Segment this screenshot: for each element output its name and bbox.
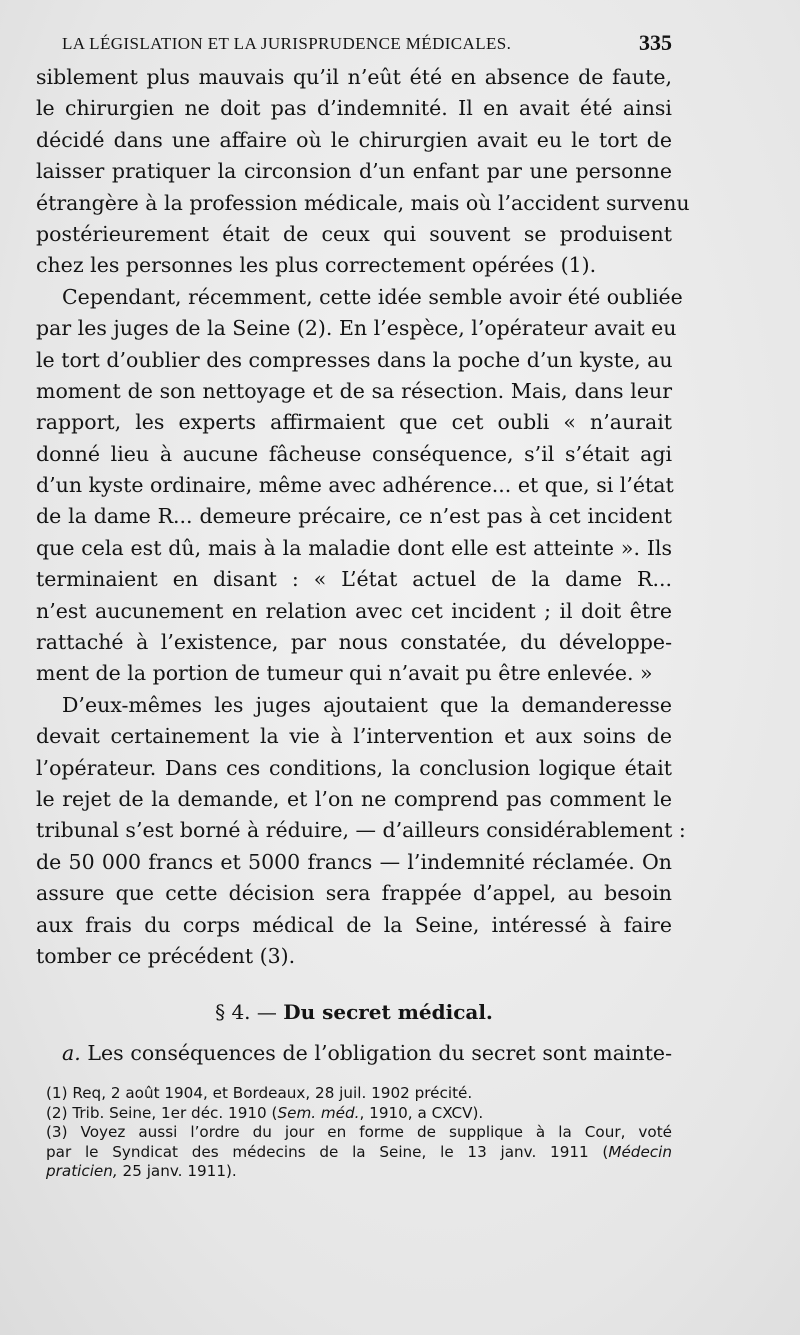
text-line: Cependant, récemment, cette idée semble avoir été oubliée (62, 284, 683, 309)
footnote-3-line-1: (3) Voyez aussi l’ordre du jour en forme de supplique à la Cour, voté (46, 1123, 672, 1142)
footnote-2 (46, 1104, 672, 1124)
text-line: D’eux-mêmes les juges ajoutaient que la demanderesse (62, 692, 672, 717)
text-line: tribunal s’est borné à réduire, — d’ailleurs considérablement : (36, 818, 686, 843)
text-line: d’un kyste ordinaire, même avec adhérence... et que, si l’état (36, 473, 674, 498)
text-line (36, 1038, 672, 1069)
text-line: terminaient en disant : « L’état actuel de la dame R... (36, 567, 672, 592)
text-line: donné lieu à aucune fâcheuse conséquence, s’il s’était agi (36, 441, 672, 466)
text-line: aux frais du corps médical de la Seine, intéressé à faire (36, 912, 672, 937)
item-label: a. (62, 1041, 81, 1065)
text-line: l’opérateur. Dans ces conditions, la conclusion logique était (36, 755, 672, 780)
footnote-3-line-2 (46, 1143, 672, 1163)
footnote-3-line-3 (46, 1162, 672, 1182)
footnote-3-journal: Médecin (608, 1142, 672, 1161)
footnote-2-ref: , 1910, a CXCV). (359, 1103, 484, 1122)
footnote-3-date: 25 janv. 1911). (117, 1162, 237, 1181)
text-line: rapport, les experts affirmaient que cet oubli « n’aurait (36, 410, 672, 435)
text-line: décidé dans une affaire où le chirurgien avait eu le tort de (36, 127, 672, 152)
text-line: tomber ce précédent (3). (36, 943, 296, 968)
footnotes (46, 1084, 672, 1182)
footnote-2-text: (2) Trib. Seine, 1er déc. 1910 ( (46, 1103, 278, 1122)
section-number: § 4. — (215, 1000, 277, 1024)
text-line: de 50 000 francs et 5000 francs — l’indemnité réclamée. On (36, 849, 672, 874)
text-line: étrangère à la profession médicale, mais où l’accident survenu (36, 190, 690, 215)
section-heading (36, 997, 672, 1027)
text-line: chez les personnes les plus correctement opérées (1). (36, 253, 597, 278)
text-line: par les juges de la Seine (2). En l’espèce, l’opérateur avait eu (36, 316, 677, 341)
text-line: ment de la portion de tumeur qui n’avait pu être enlevée. » (36, 661, 653, 686)
text-line: n’est aucunement en relation avec cet incident ; il doit être (36, 598, 672, 623)
text-line: siblement plus mauvais qu’il n’eût été en absence de faute, (36, 65, 672, 89)
running-title: LA LÉGISLATION ET LA JURISPRUDENCE MÉDICALES. (62, 34, 512, 53)
text-line: devait certainement la vie à l’intervention et aux soins de (36, 724, 672, 749)
footnote-3-text: par le Syndicat des médecins de la Seine, le 13 janv. 1911 ( (46, 1142, 609, 1161)
item-text: Les conséquences de l’obligation du secret sont mainte- (87, 1041, 672, 1065)
footnote-1: (1) Req, 2 août 1904, et Bordeaux, 28 juil. 1902 précité. (46, 1084, 473, 1102)
text-line: que cela est dû, mais à la maladie dont elle est atteinte ». Ils (36, 535, 672, 560)
text-line: moment de son nettoyage et de sa résection. Mais, dans leur (36, 378, 672, 403)
text-line: de la dame R... demeure précaire, ce n’est pas à cet incident (36, 504, 672, 529)
footnote-3-journal-cont: praticien, (46, 1162, 118, 1181)
text-line: le chirurgien ne doit pas d’indemnité. Il en avait été ainsi (36, 96, 672, 121)
page-number: 335 (639, 30, 672, 55)
text-line: le rejet de la demande, et l’on ne comprend pas comment le (36, 786, 672, 811)
text-line: assure que cette décision sera frappée d’appel, au besoin (36, 881, 672, 906)
text-line: laisser pratiquer la circonsion d’un enfant par une personne (36, 159, 672, 184)
section-title: Du secret médical. (283, 1000, 493, 1024)
text-line: postérieurement était de ceux qui souvent se produisent (36, 221, 672, 246)
body-text (36, 62, 690, 972)
footnote-2-journal: Sem. méd. (277, 1103, 360, 1122)
text-line: le tort d’oublier des compresses dans la poche d’un kyste, au (36, 347, 673, 372)
section-first-line (36, 1038, 672, 1069)
text-line: rattaché à l’existence, par nous constatée, du développe- (36, 630, 672, 655)
